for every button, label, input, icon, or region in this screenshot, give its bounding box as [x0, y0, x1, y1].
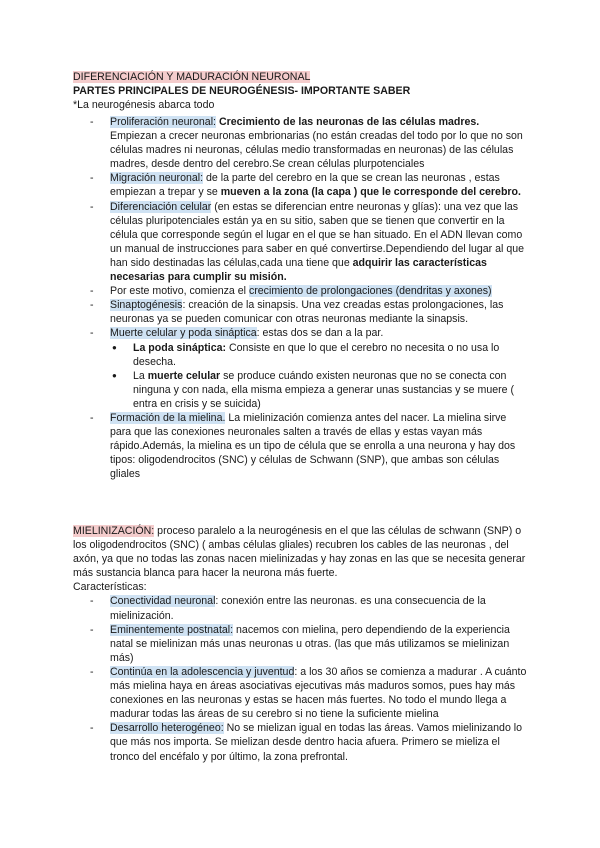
list-item-postnatal: - Eminentemente postnatal: nacemos con mielina, pero dependiendo de la experiencia natal se mielinizan más unas neuronas u otras. (las que más utilizamos se mielinizan más)	[73, 623, 528, 665]
list-item-conectividad: - Conectividad neuronal: conexión entre las neuronas. es una consecuencia de la mielinización.	[73, 594, 528, 622]
caracteristicas-list	[73, 594, 528, 763]
neurogenesis-list	[73, 115, 528, 481]
header-block	[73, 70, 528, 112]
document-title: DIFERENCIACIÓN Y MADURACIÓN NEURONAL	[73, 71, 311, 83]
list-item-diferenciacion: - Diferenciación celular (en estas se diferencian entre neuronas y glías): una vez que las células pluripotenciales están ya en su sitio, saben que se tienen que convertir en la célula que corresponde según el lugar en el que se han situado. En el ADN llevan como un manual de instrucciones para saber en qué convertirse.Dependiendo del lugar al que han sido destinadas las células,cada una tiene que adquirir las características necesarias para cumplir su misión.	[73, 200, 528, 285]
sub-item-muerte-celular: ● La muerte celular se produce cuándo existen neuronas que no se conecta con ninguna y con nada, ella misma empieza a generar unas sustancias y se muere ( entra en crisis y se suicida)	[110, 369, 528, 411]
list-item-adolescencia: - Continúa en la adolescencia y juventud: a los 30 años se comienza a madurar . A cuánto más mielina haya en áreas asociativas ejecutivas más maduros somos, pues hay más conexiones en las neuronas y estas se hacen más fuertes. No todo el mundo llega a madurar todas las áreas de su cerebro si no tiene la suficiente mielina	[73, 665, 528, 721]
list-item-heterogeneo: - Desarrollo heterogéneo: No se mielizan igual en todas las áreas. Vamos mielinizando lo que más nos importa. Se mielizan desde dentro hacia afuera. Primero se mieliza el tronco del encéfalo y por último, la zona prefrontal.	[73, 721, 528, 763]
list-item-crecimiento: - Por este motivo, comienza el crecimiento de prolongaciones (dendritas y axones)	[73, 284, 528, 298]
mielinizacion-section	[73, 524, 528, 764]
document-subtitle: PARTES PRINCIPALES DE NEUROGÉNESIS- IMPORTANTE SABER	[73, 85, 411, 98]
sub-list-muerte	[110, 341, 528, 411]
intro-line: *La neurogénesis abarca todo	[73, 99, 215, 112]
caracteristicas-heading: Características:	[73, 581, 147, 594]
mielinizacion-paragraph: MIELINIZACIÓN: proceso paralelo a la neurogénesis en el que las células de schwann (SNP) o los oligodendrocitos (SNC) ( ambas células gliales) recubren los cables de las neuronas , del axón, ya que no todas las zonas nacen mielinizadas y hay zonas en las que se necesita generar más sustancia blanca para hacer la neurona más fuerte.	[73, 525, 526, 580]
list-item-migracion: - Migración neuronal: de la parte del cerebro en la que se crean las neuronas , estas empiezan a trepar y se mueven a la zona (la capa ) que le corresponde del cerebro.	[73, 171, 528, 199]
list-item-sinaptogenesis: - Sinaptogénesis: creación de la sinapsis. Una vez creadas estas prolongaciones, las neuronas ya se pueden comunicar con otras neuronas mediante la sinapsis.	[73, 298, 528, 326]
list-item-mielina: - Formación de la mielina. La mielinización comienza antes del nacer. La mielina sirve para que las conexiones neuronales salten a través de ellas y estas vayan más rápido.Además, la mielina es un tipo de célula que se enrolla a una neurona y hay dos tipos: oligodendrocitos (SNC) y células de Schwann (SNP), que ambas son células gliales	[73, 411, 528, 481]
list-item-muerte: - Muerte celular y poda sináptica: estas dos se dan a la par. ● La poda sináptica: Consiste en que lo que el cerebro no necesita o no usa lo desecha. ● La muerte celular se produce cuándo existen neuronas que no se conecta con ninguna y con nada, ella misma empieza a generar unas sustancias y se muere ( entra en crisis y se suicida)	[73, 326, 528, 411]
sub-item-poda: ● La poda sináptica: Consiste en que lo que el cerebro no necesita o no usa lo desecha.	[110, 341, 528, 369]
list-item-proliferacion: - Proliferación neuronal: Crecimiento de las neuronas de las células madres. Empiezan a crecer neuronas embrionarias (no están creadas del todo por lo que no son células madres ni neuronas, células medio transformadas en neuronas) de las células madres, desde dentro del cerebro.Se crean células plurpotenciales	[73, 115, 528, 171]
